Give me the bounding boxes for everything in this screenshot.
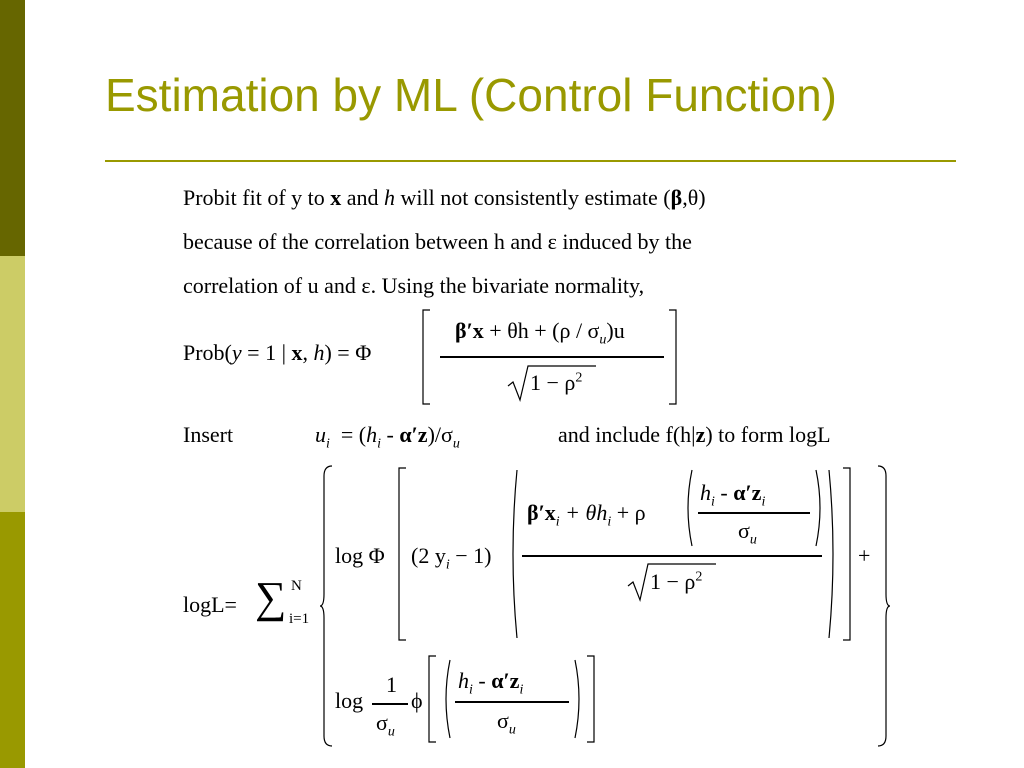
sum-lower-limit: i=1 bbox=[289, 611, 310, 627]
prob-right-bracket bbox=[668, 310, 678, 404]
sum-sign: ∑ bbox=[255, 573, 287, 622]
term2-sigma: $\sigma_u$ bbox=[376, 710, 395, 740]
prob-left-bracket bbox=[422, 310, 432, 404]
term2-denominator: $\sigma_u$ bbox=[497, 708, 516, 738]
term2-log: log bbox=[335, 688, 364, 713]
prob-fraction-bar bbox=[440, 356, 664, 358]
insert-line bbox=[183, 422, 233, 448]
plus-sign: + bbox=[858, 543, 871, 568]
paragraph-line-3: correlation of u and ε. Using the bivariate normality, bbox=[183, 273, 645, 298]
term2-phi: ϕ bbox=[411, 688, 423, 713]
insert-expression: $u_i = (h_i - \alpha'z)/\sigma_u$ bbox=[315, 422, 460, 452]
term2-numerator: $h_i - \alpha'z_i$ bbox=[458, 668, 524, 698]
inner-right-paren bbox=[815, 470, 825, 546]
slide-title: Estimation by ML (Control Function) bbox=[105, 69, 838, 121]
paragraph-line-2: because of the correlation between h and ε induced by the bbox=[183, 229, 692, 254]
term2-left-bracket bbox=[428, 656, 438, 742]
term1-right-bracket bbox=[842, 468, 852, 640]
sidebar-block-light bbox=[0, 256, 25, 512]
title-divider bbox=[105, 160, 956, 162]
sidebar-block-mid bbox=[0, 512, 25, 768]
term1-numerator: $\beta'x_i + \theta h_i + \rho$ bbox=[527, 500, 646, 530]
term2-small-fraction-bar bbox=[372, 703, 408, 705]
sum-upper-limit: N bbox=[291, 578, 302, 594]
term1-right-paren bbox=[828, 470, 838, 638]
term2-left-paren bbox=[441, 660, 451, 738]
insert-tail: and include f(h|z) to form logL bbox=[558, 422, 831, 447]
term1-factor: (2 $y_i - 1$) bbox=[411, 543, 492, 573]
insert-label: Insert bbox=[183, 422, 234, 447]
outer-right-brace bbox=[876, 466, 890, 746]
prob-fraction-numerator: $\beta'x + \theta h + (\rho / \sigma_u)u$ bbox=[455, 318, 625, 348]
sidebar-decoration bbox=[0, 0, 25, 768]
inner-denominator: $\sigma_u$ bbox=[738, 518, 757, 548]
paragraph-line-1: Probit fit of y to x and h will not consistently estimate (β,θ) bbox=[183, 185, 706, 210]
inner-left-paren bbox=[683, 470, 693, 546]
term1-log-phi: log Φ bbox=[335, 543, 385, 568]
prob-equation: Prob(y = 1 | x, h) = Φ bbox=[183, 340, 372, 365]
logl-label: logL= bbox=[183, 592, 237, 617]
body-paragraph bbox=[183, 176, 943, 308]
term1-left-paren bbox=[508, 470, 518, 638]
term1-left-bracket bbox=[398, 468, 408, 640]
term2-fraction-bar bbox=[455, 701, 569, 703]
term1-fraction-bar bbox=[522, 555, 822, 557]
prob-fraction-denominator: $1 - \rho^2$ bbox=[530, 370, 583, 395]
term2-one: 1 bbox=[386, 672, 397, 697]
outer-left-brace bbox=[320, 466, 334, 746]
term1-denominator: $1 - \rho^2$ bbox=[650, 569, 703, 594]
sidebar-block-dark bbox=[0, 0, 25, 256]
term2-right-paren bbox=[574, 660, 584, 738]
inner-numerator: $h_i - \alpha'z_i$ bbox=[700, 480, 766, 510]
term2-right-bracket bbox=[586, 656, 596, 742]
inner-fraction-bar bbox=[698, 512, 810, 514]
